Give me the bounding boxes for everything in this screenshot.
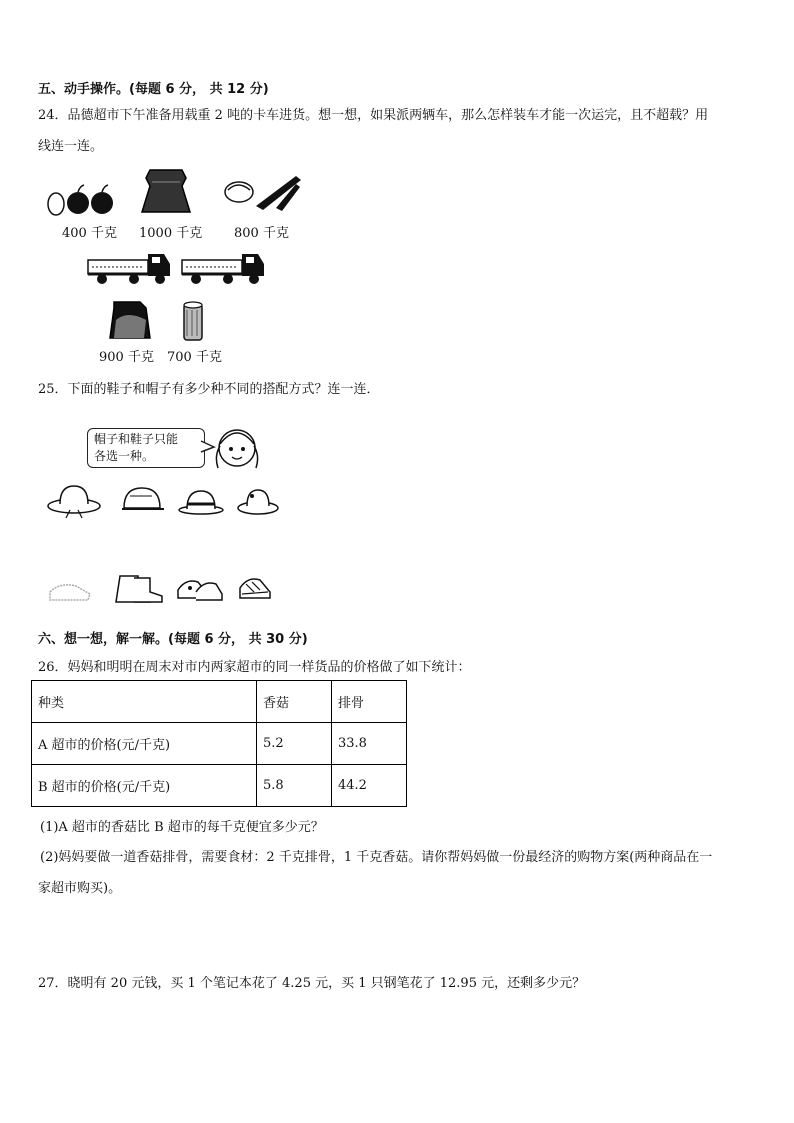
coal-sack-icon	[110, 302, 150, 338]
bubble-line2: 各选一种。	[94, 449, 155, 463]
q26-sub2-line2: 家超市购买)。	[38, 881, 122, 896]
table-cell: 33.8	[332, 723, 407, 765]
q26-text: 26．妈妈和明明在周末对市内两家超市的同一样货品的价格做了如下统计：	[38, 660, 471, 675]
table-row	[32, 765, 407, 807]
goods-label-vegetables: 800 千克	[234, 226, 289, 241]
q27-text: 27．晓明有 20 元钱，买 1 个笔记本花了 4.25 元，买 1 只钢笔花了 12.95 元，还剩多少元？	[38, 976, 586, 991]
q24-text-line1: 24．品德超市下午准备用载重 2 吨的卡车进货。想一想，如果派两辆车，那么怎样装车才能一次运完，且不超载？用	[38, 108, 709, 123]
bubble-line1: 帽子和鞋子只能	[94, 432, 179, 446]
table-cell: 5.2	[257, 723, 332, 765]
bonnet-icon	[238, 490, 278, 514]
speech-bubble	[87, 428, 205, 468]
q26-sub2-line1: (2)妈妈要做一道香菇排骨，需要食材：2 千克排骨，1 千克香菇。请你帮妈妈做一份最经济的购物方案(两种商品在一	[40, 850, 713, 865]
price-table	[31, 680, 407, 807]
table-cell: 5.8	[257, 765, 332, 807]
goods-label-coal: 900 千克	[99, 350, 154, 365]
fedora-icon	[179, 491, 223, 514]
trucks-illustration	[86, 246, 270, 290]
cap-icon	[122, 488, 164, 509]
sneaker-light-icon	[50, 585, 90, 600]
table-header-row	[32, 681, 407, 723]
table-header-cell: 香菇	[257, 681, 332, 723]
q24-goods-row2-illustration	[108, 298, 218, 344]
section-5-title: 五、动手操作。(每题 6 分， 共 12 分)	[38, 82, 269, 97]
table-cell: 44.2	[332, 765, 407, 807]
table-cell: A 超市的价格(元/千克)	[32, 723, 257, 765]
q26-sub1: (1)A 超市的香菇比 B 超市的每千克便宜多少元？	[40, 820, 324, 835]
q25-text: 25．下面的鞋子和帽子有多少种不同的搭配方式？连一连．	[38, 382, 380, 397]
goods-label-sack: 1000 千克	[139, 226, 203, 241]
table-header-cell: 排骨	[332, 681, 407, 723]
barrel-icon	[184, 302, 202, 340]
goods-label-barrel: 700 千克	[167, 350, 222, 365]
hat-icon	[48, 486, 100, 518]
goods-label-fruit: 400 千克	[62, 226, 117, 241]
table-cell: B 超市的价格(元/千克)	[32, 765, 257, 807]
table-header-cell: 种类	[32, 681, 257, 723]
truck-icon	[182, 254, 264, 284]
table-row	[32, 723, 407, 765]
sport-shoes-icon	[240, 579, 270, 598]
q24-text-line2: 线连一连。	[38, 139, 104, 154]
section-6-title: 六、想一想，解一解。(每题 6 分， 共 30 分)	[38, 632, 308, 647]
sandals-icon	[178, 581, 222, 600]
q24-goods-row1-illustration	[44, 168, 309, 218]
hats-illustration	[44, 482, 284, 520]
truck-icon	[88, 254, 170, 284]
vegetables-icon	[225, 176, 301, 211]
fruit-icon	[48, 185, 113, 215]
shoes-illustration	[46, 568, 284, 606]
boots-icon	[116, 576, 162, 602]
girl-icon	[212, 422, 262, 474]
sack-icon	[142, 170, 190, 212]
